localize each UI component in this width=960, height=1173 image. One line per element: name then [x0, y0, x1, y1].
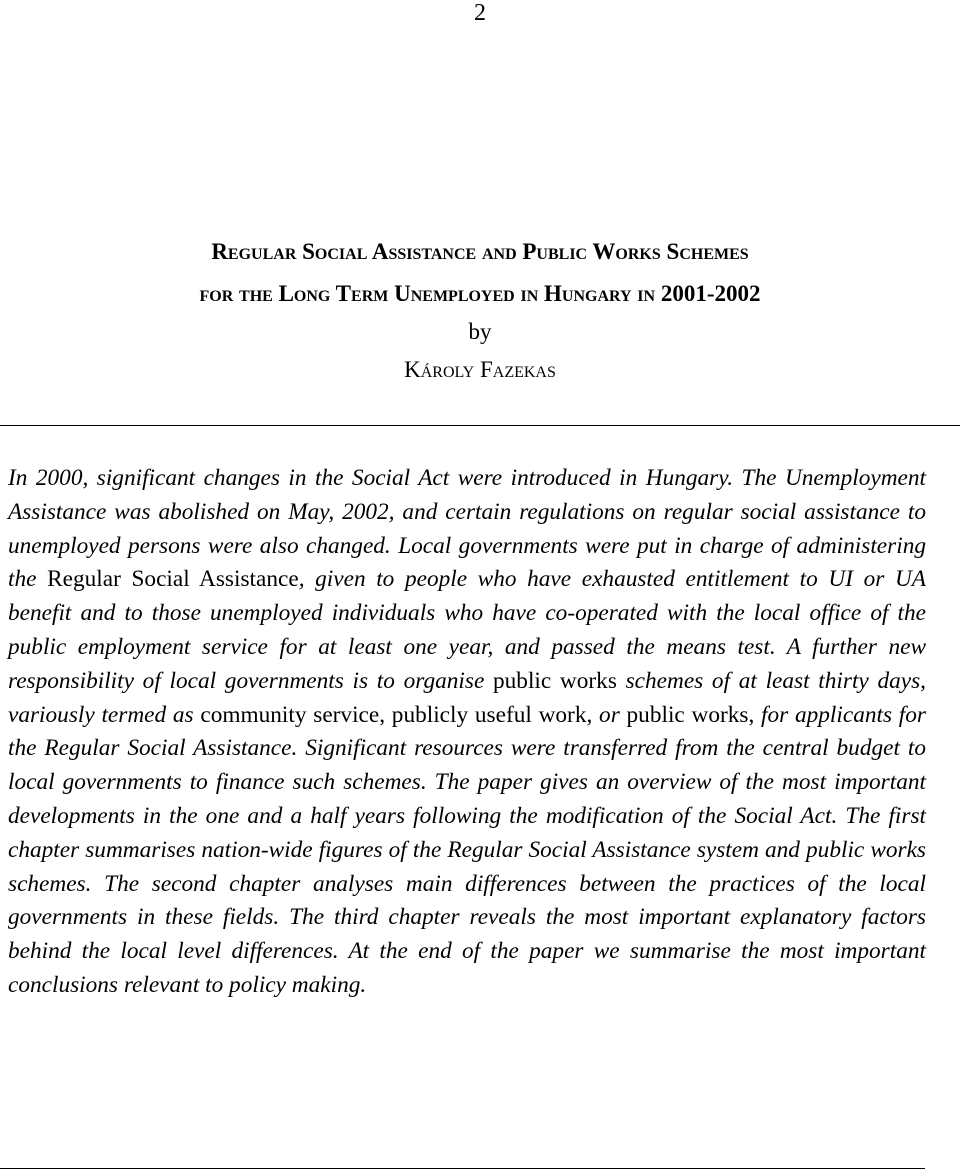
paper-title-line-2: for the Long Term Unemployed in Hungary in 2001-2002 — [199, 281, 761, 306]
abstract-paragraph — [8, 462, 926, 1003]
author-name: Károly Fazekas — [404, 357, 556, 382]
public-works-term-2: public works, — [626, 701, 755, 728]
community-service-term: community service, publicly useful work, — [200, 701, 593, 728]
top-divider — [0, 425, 960, 426]
abstract-text-1: In 2000, significant changes in the Social Act were introduced in Hungary. The Unemployment Assistance was abolished on May, 2002, and certain regulations on regular social assistance to unemployed persons were also changed. Local governments were put in charge of administering the — [8, 465, 926, 593]
regular-social-assistance-term: Regular Social Assistance — [47, 566, 299, 593]
public-works-term: public works — [493, 667, 617, 694]
abstract-text-5: for applicants for the Regular Social Assistance. Significant resources were transferred from the central budget to local governments to finance such schemes. The paper gives an overview of the most important developments in the one and a half years following the modification of the Social Act. The first chapter summarises nation-wide figures of the Regular Social Assistance system and public works schemes. The second chapter analyses main differences between the practices of the local governments in these fields. The third chapter reveals the most important explanatory factors behind the local level differences. At the end of the paper we summarise the most important conclusions relevant to policy making. — [8, 701, 926, 998]
abstract-text-3: schemes of at least thirty days, variously termed as — [8, 667, 926, 728]
abstract-text-2: , given to people who have exhausted entitlement to UI or UA benefit and to those unemployed individuals who have co-operated with the local office of the public employment service for at least one year, and passed the means test. A further new responsibility of local governments is to organise — [8, 566, 926, 694]
page-number: 2 — [474, 0, 486, 26]
abstract-text-4: or — [592, 701, 627, 728]
paper-title-line-1: Regular Social Assistance and Public Works Schemes — [211, 239, 749, 264]
by-label: by — [468, 319, 492, 344]
bottom-divider — [0, 1168, 925, 1169]
